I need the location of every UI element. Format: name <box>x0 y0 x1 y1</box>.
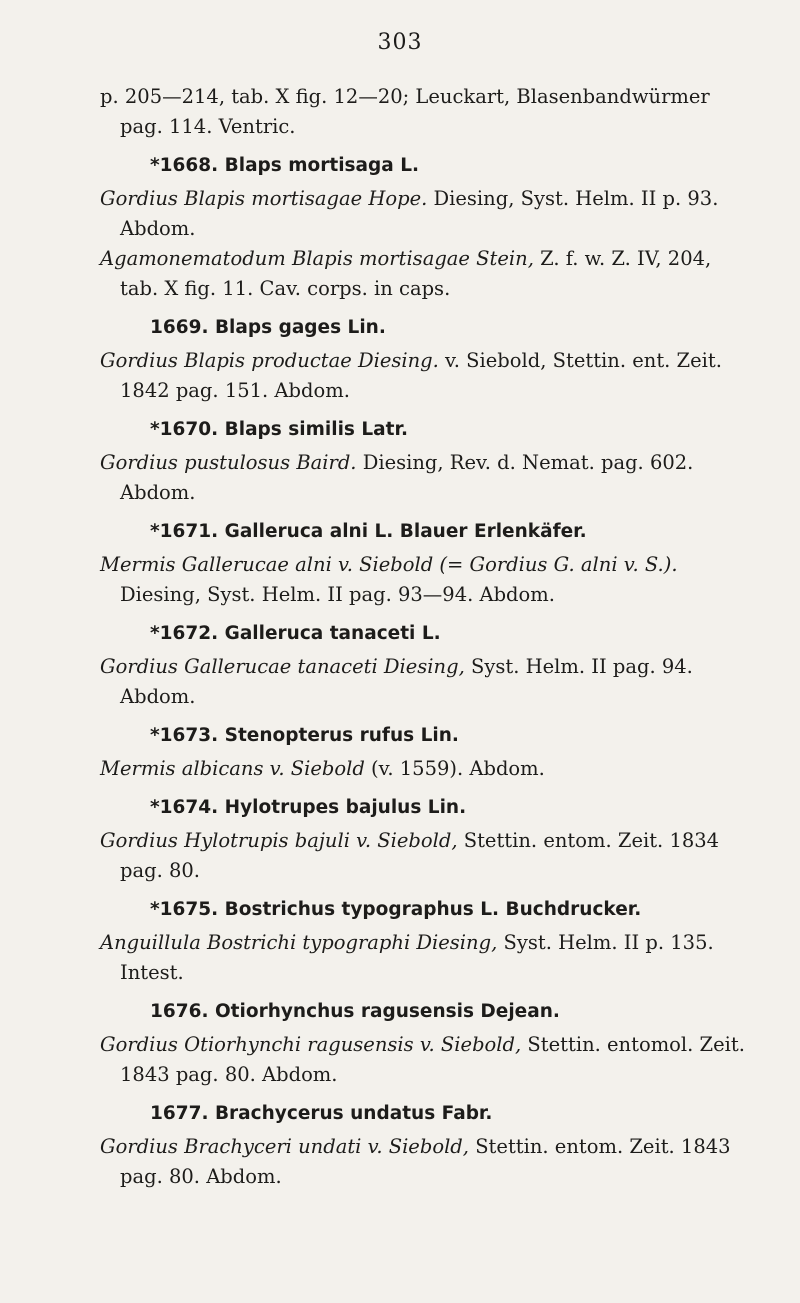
text-body <box>100 82 748 1202</box>
taxon-name: Agamonematodum Blapis mortisagae Stein, <box>100 247 534 270</box>
taxon-name: Mermis Gallerucae alni v. Siebold (= Gordius G. alni v. S.). <box>100 553 678 576</box>
entry-heading: 1676. Otiorhynchus ragusensis Dejean. <box>150 1001 560 1022</box>
entry-1673 <box>100 722 748 784</box>
taxon-name: Gordius pustulosus Baird. <box>100 451 357 474</box>
entry-reference <box>100 184 748 244</box>
reference-text: Syst. Helm. II p. 135. Intest. <box>120 931 714 984</box>
entry-1670 <box>100 416 748 508</box>
reference-text: Diesing, Syst. Helm. II p. 93. Abdom. <box>120 187 719 240</box>
entry-heading: *1670. Blaps similis Latr. <box>150 419 408 440</box>
taxon-name: Gordius Blapis mortisagae Hope. <box>100 187 428 210</box>
entry-reference <box>100 826 748 886</box>
entry-reference <box>100 346 748 406</box>
taxon-name: Gordius Brachyceri undati v. Siebold, <box>100 1135 469 1158</box>
taxon-name: Gordius Blapis productae Diesing. <box>100 349 439 372</box>
entry-1671 <box>100 518 748 610</box>
entry-1674 <box>100 794 748 886</box>
taxon-name: Anguillula Bostrichi typographi Diesing, <box>100 931 498 954</box>
reference-text: Stettin. entom. Zeit. 1834 pag. 80. <box>120 829 720 882</box>
entry-heading: 1677. Brachycerus undatus Fabr. <box>150 1103 493 1124</box>
entry-reference <box>100 754 748 784</box>
opening-continuation: p. 205—214, tab. X fig. 12—20; Leuckart, Blasenbandwürmer pag. 114. Ventric. <box>100 85 710 138</box>
entry-heading: 1669. Blaps gages Lin. <box>150 317 386 338</box>
taxon-name: Gordius Hylotrupis bajuli v. Siebold, <box>100 829 458 852</box>
entry-1669 <box>100 314 748 406</box>
reference-text: Diesing, Rev. d. Nemat. pag. 602. Abdom. <box>120 451 694 504</box>
entry-1668 <box>100 152 748 304</box>
reference-text: Diesing, Syst. Helm. II pag. 93—94. Abdom. <box>120 583 555 606</box>
reference-text: (v. 1559). Abdom. <box>371 757 545 780</box>
entry-reference <box>100 550 748 610</box>
entry-heading: *1671. Galleruca alni L. Blauer Erlenkäfer. <box>150 521 587 542</box>
entry-reference <box>100 244 748 304</box>
entry-reference <box>100 448 748 508</box>
reference-text: Stettin. entom. Zeit. 1843 pag. 80. Abdom. <box>120 1135 731 1188</box>
entry-reference <box>100 1030 748 1090</box>
entry-1675 <box>100 896 748 988</box>
reference-text: Z. f. w. Z. IV, 204, tab. X fig. 11. Cav. corps. in caps. <box>120 247 712 300</box>
taxon-name: Gordius Gallerucae tanaceti Diesing, <box>100 655 465 678</box>
taxon-name: Mermis albicans v. Siebold <box>100 757 365 780</box>
page-number: 303 <box>377 30 423 55</box>
entry-heading: *1668. Blaps mortisaga L. <box>150 155 420 176</box>
reference-text: Stettin. entomol. Zeit. 1843 pag. 80. Abdom. <box>120 1033 745 1086</box>
entry-heading: *1673. Stenopterus rufus Lin. <box>150 725 459 746</box>
taxon-name: Gordius Otiorhynchi ragusensis v. Siebold, <box>100 1033 522 1056</box>
reference-text: Syst. Helm. II pag. 94. Abdom. <box>120 655 693 708</box>
entry-1677 <box>100 1100 748 1192</box>
entry-1676 <box>100 998 748 1090</box>
entry-reference <box>100 928 748 988</box>
entry-1672 <box>100 620 748 712</box>
entry-heading: *1672. Galleruca tanaceti L. <box>150 623 441 644</box>
entry-reference <box>100 1132 748 1192</box>
entry-heading: *1674. Hylotrupes bajulus Lin. <box>150 797 467 818</box>
entry-reference <box>100 652 748 712</box>
entry-heading: *1675. Bostrichus typographus L. Buchdrucker. <box>150 899 642 920</box>
reference-text: v. Siebold, Stettin. ent. Zeit. 1842 pag. 151. Abdom. <box>120 349 722 402</box>
